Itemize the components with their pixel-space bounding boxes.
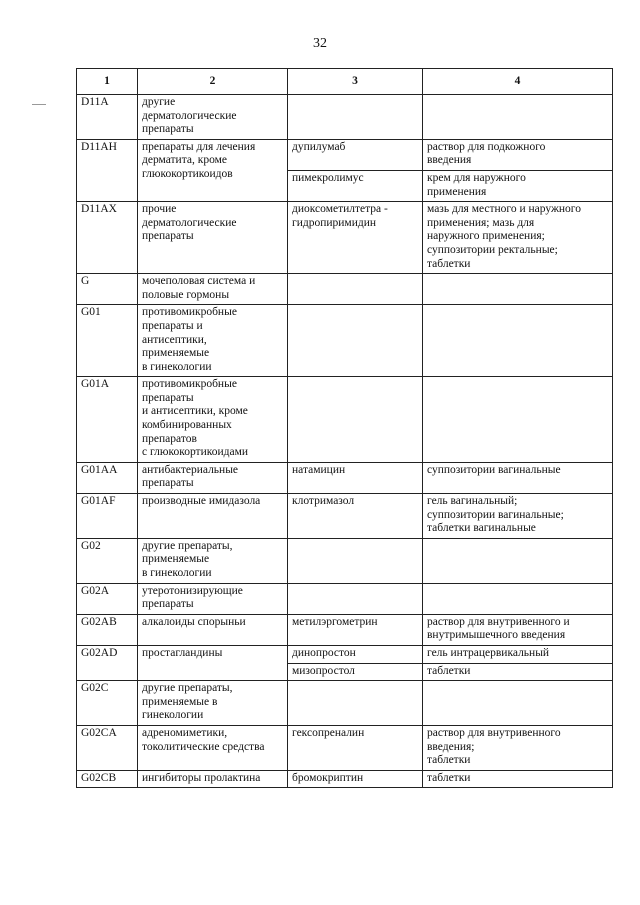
table-row — [77, 494, 613, 539]
group-name-cell: алкалоиды спорыньи — [138, 614, 288, 645]
group-name-cell: адреномиметики, токолитические средства — [138, 725, 288, 770]
margin-mark — [32, 104, 46, 105]
table-row — [77, 139, 613, 170]
dosage-form-cell — [423, 305, 613, 377]
table-row — [77, 274, 613, 305]
atc-code-cell: D11A — [77, 95, 138, 140]
drug-name-cell: диоксометилтетра - гидропиримидин — [288, 202, 423, 274]
atc-code-cell: G02 — [77, 538, 138, 583]
drug-table — [76, 68, 613, 788]
drug-name-cell: пимекролимус — [288, 170, 423, 201]
atc-code-cell: G02CB — [77, 770, 138, 788]
group-name-cell: противомикробные препараты и антисептики, применяемые в гинекологии — [138, 305, 288, 377]
dosage-form-cell: раствор для подкожного введения — [423, 139, 613, 170]
atc-code-cell: D11AH — [77, 139, 138, 201]
group-name-cell: противомикробные препараты и антисептики, кроме комбинированных препаратов с глюкокортикоидами — [138, 377, 288, 463]
page-number: 32 — [313, 36, 327, 51]
dosage-form-cell — [423, 377, 613, 463]
atc-code-cell: G01AA — [77, 462, 138, 493]
table-row — [77, 614, 613, 645]
atc-code-cell: G02A — [77, 583, 138, 614]
group-name-cell: другие препараты, применяемые в гинекологии — [138, 681, 288, 726]
drug-name-cell: натамицин — [288, 462, 423, 493]
table-row — [77, 681, 613, 726]
atc-code-cell: G02CA — [77, 725, 138, 770]
dosage-form-cell: таблетки — [423, 770, 613, 788]
drug-name-cell: мизопростол — [288, 663, 423, 681]
table-row — [77, 538, 613, 583]
dosage-form-cell: гель интрацервикальный — [423, 645, 613, 663]
atc-code-cell: G01A — [77, 377, 138, 463]
table-header-row — [77, 69, 613, 95]
drug-name-cell — [288, 681, 423, 726]
column-header-2: 2 — [138, 69, 288, 95]
drug-name-cell: бромокриптин — [288, 770, 423, 788]
dosage-form-cell — [423, 95, 613, 140]
group-name-cell: ингибиторы пролактина — [138, 770, 288, 788]
dosage-form-cell: таблетки — [423, 663, 613, 681]
group-name-cell: утеротонизирующие препараты — [138, 583, 288, 614]
table-row — [77, 725, 613, 770]
dosage-form-cell: раствор для внутривенного введения; таблетки — [423, 725, 613, 770]
table-row — [77, 462, 613, 493]
drug-name-cell: динопростон — [288, 645, 423, 663]
group-name-cell: препараты для лечения дерматита, кроме глюкокортикоидов — [138, 139, 288, 201]
dosage-form-cell — [423, 583, 613, 614]
atc-code-cell: G01AF — [77, 494, 138, 539]
dosage-form-cell — [423, 274, 613, 305]
atc-code-cell: G — [77, 274, 138, 305]
drug-name-cell — [288, 305, 423, 377]
column-header-1: 1 — [77, 69, 138, 95]
group-name-cell: мочеполовая система и половые гормоны — [138, 274, 288, 305]
atc-code-cell: G01 — [77, 305, 138, 377]
drug-name-cell — [288, 274, 423, 305]
group-name-cell: антибактериальные препараты — [138, 462, 288, 493]
table-row — [77, 305, 613, 377]
atc-code-cell: G02AD — [77, 645, 138, 680]
drug-name-cell: клотримазол — [288, 494, 423, 539]
drug-name-cell — [288, 95, 423, 140]
group-name-cell: другие дерматологические препараты — [138, 95, 288, 140]
drug-name-cell — [288, 377, 423, 463]
drug-name-cell — [288, 583, 423, 614]
table-row — [77, 583, 613, 614]
drug-name-cell — [288, 538, 423, 583]
drug-name-cell: дупилумаб — [288, 139, 423, 170]
column-header-4: 4 — [423, 69, 613, 95]
atc-code-cell: G02AB — [77, 614, 138, 645]
dosage-form-cell: мазь для местного и наружного применения; мазь для наружного применения; суппозитории ректальные; таблетки — [423, 202, 613, 274]
drug-name-cell: метилэргометрин — [288, 614, 423, 645]
drug-name-cell: гексопреналин — [288, 725, 423, 770]
group-name-cell: другие препараты, применяемые в гинекологии — [138, 538, 288, 583]
dosage-form-cell: раствор для внутривенного и внутримышечного введения — [423, 614, 613, 645]
dosage-form-cell — [423, 681, 613, 726]
dosage-form-cell: гель вагинальный; суппозитории вагинальные; таблетки вагинальные — [423, 494, 613, 539]
group-name-cell: производные имидазола — [138, 494, 288, 539]
atc-code-cell: G02C — [77, 681, 138, 726]
table-row — [77, 770, 613, 788]
table-row — [77, 645, 613, 663]
table-row — [77, 202, 613, 274]
column-header-3: 3 — [288, 69, 423, 95]
atc-code-cell: D11AX — [77, 202, 138, 274]
table-row — [77, 95, 613, 140]
dosage-form-cell: суппозитории вагинальные — [423, 462, 613, 493]
group-name-cell: прочие дерматологические препараты — [138, 202, 288, 274]
group-name-cell: простагландины — [138, 645, 288, 680]
table-row — [77, 377, 613, 463]
dosage-form-cell: крем для наружного применения — [423, 170, 613, 201]
dosage-form-cell — [423, 538, 613, 583]
table-body — [77, 95, 613, 788]
